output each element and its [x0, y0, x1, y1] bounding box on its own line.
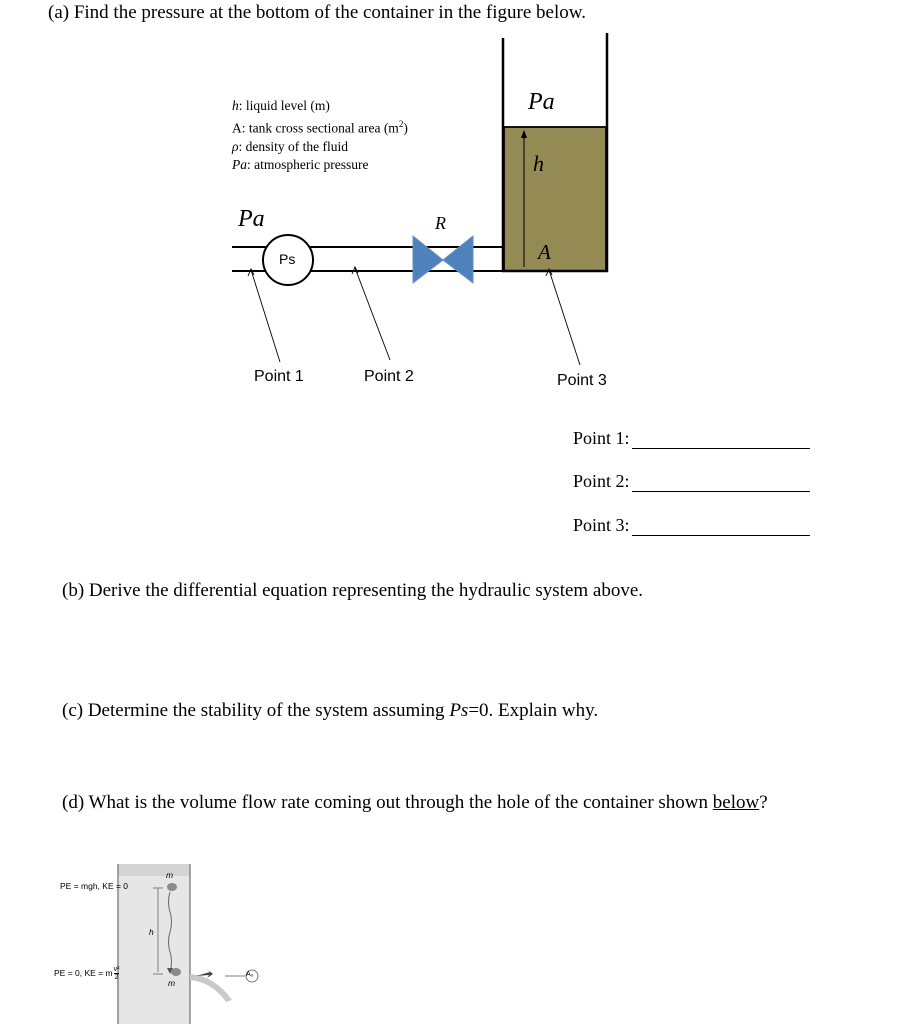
point3-label: Point 3 [557, 372, 607, 389]
pe-bottom-label: PE = 0, KE = m $\frac{\text{v²}}{2}$ [54, 966, 120, 981]
container-top-shade [118, 864, 190, 876]
question-d: (d) What is the volume flow rate coming out through the hole of the container shown below? [62, 792, 768, 813]
legend-line-pa: Pa: atmospheric pressure [232, 156, 369, 172]
answer-point3-blank[interactable] [632, 519, 810, 536]
question-a: (a) Find the pressure at the bottom of the container in the figure below. [48, 2, 586, 23]
legend-line-a: A: tank cross sectional area $(m^2)$ [232, 119, 408, 136]
m-bottom-label: m [168, 978, 176, 988]
h-label: h [533, 151, 544, 176]
water-jet [190, 974, 232, 1002]
r-label: R [435, 213, 446, 233]
point3-pointer [549, 270, 580, 365]
answer-point1-blank[interactable] [632, 432, 810, 449]
pa-tank-label: Pa [528, 89, 555, 115]
a0-label: A₀ [246, 971, 254, 978]
a-label: A [538, 240, 551, 264]
valve-left-triangle [413, 236, 443, 283]
h2-label: h [149, 927, 154, 937]
point2-label: Point 2 [364, 368, 414, 385]
point1-pointer [251, 270, 280, 362]
question-c: (c) Determine the stability of the system assuming Ps=0. Explain why. [62, 700, 599, 721]
torricelli-figure [0, 850, 300, 1024]
point1-label: Point 1 [254, 368, 304, 385]
hydraulic-diagram [0, 0, 897, 420]
pe-top-label: PE = mgh, KE = 0 [60, 881, 129, 891]
tank-liquid [504, 127, 606, 271]
answer-point3 [573, 515, 810, 536]
valve-right-triangle [443, 236, 473, 283]
legend-line-h: h: liquid level (m) [232, 98, 330, 113]
answer-point2 [573, 471, 810, 492]
question-b: (b) Derive the differential equation representing the hydraulic system above. [62, 580, 644, 601]
answer-point2-blank[interactable] [632, 475, 810, 492]
below-link: below [712, 792, 760, 813]
answer-point3-label: Point 3: [573, 515, 630, 535]
legend-line-rho: ρ: density of the fluid [232, 138, 348, 154]
answer-point2-label: Point 2: [573, 471, 630, 491]
droplet-top [167, 883, 177, 891]
droplet-bottom [171, 968, 181, 976]
answer-point1 [573, 428, 810, 449]
m-top-label: m [166, 870, 174, 880]
point2-pointer [355, 268, 390, 360]
answer-point1-label: Point 1: [573, 428, 630, 448]
pa-left-label: Pa [238, 206, 265, 232]
ps-label: Ps [279, 251, 296, 267]
